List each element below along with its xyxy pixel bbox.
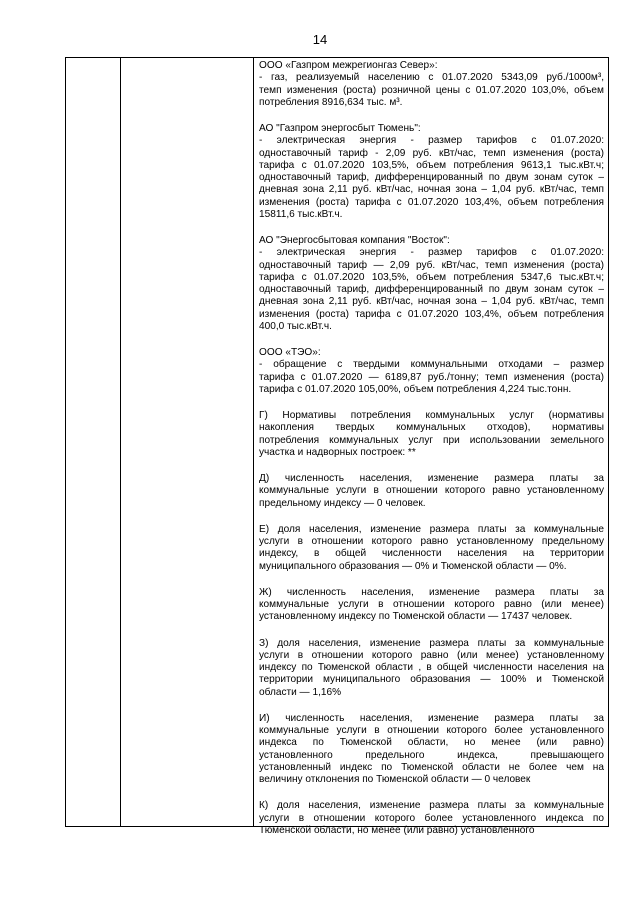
text-line: муниципального образования — 0% и Тюменской области — 0%. bbox=[259, 560, 567, 572]
document-table bbox=[65, 57, 609, 836]
paragraph bbox=[259, 235, 604, 333]
text-line: - газ, реализуемый населению с 01.07.2020 5343,09 руб./1000м³, bbox=[259, 72, 604, 84]
page-number: 14 bbox=[312, 32, 328, 47]
text-line: накопления твердых коммунальных отходов), нормативы bbox=[259, 422, 604, 434]
text-line: услуги в отношении которого равно (или менее) установленному bbox=[259, 649, 604, 661]
paragraph bbox=[259, 410, 604, 459]
text-line: тарифа с 01.07.2020 103,5%, объем потребления 5347,6 тыс.кВт.ч; bbox=[259, 271, 604, 283]
text-line: ООО «Газпром межрегионгаз Север»: bbox=[259, 60, 438, 71]
text-line: области — 1,16% bbox=[259, 686, 342, 698]
text-line: величину отклонения по Тюменской области — 0 человек bbox=[259, 774, 531, 785]
paragraph bbox=[259, 638, 604, 699]
text-line: коммунальные услуги в отношении которого более установленного bbox=[259, 725, 604, 736]
text-line: индекса по Тюменской области, но менее (или равно) bbox=[259, 737, 604, 749]
text-line: И) численность населения, изменение размера платы за bbox=[259, 712, 604, 724]
paragraph bbox=[259, 524, 604, 573]
text-line: Е) доля населения, изменение размера платы за коммунальные bbox=[259, 523, 604, 535]
paragraph bbox=[259, 587, 604, 624]
text-line: изменения (роста) тарифа с 01.07.2020 103,4%, объем потребления bbox=[259, 308, 604, 320]
text-line: одноставочный тариф — 2,09 руб. кВт/час, темп изменения (роста) bbox=[259, 259, 604, 271]
text-line: - обращение с твердыми коммунальными отходами – размер bbox=[259, 359, 604, 371]
text-line: дневная зона 2,11 руб. кВт/час, ночная зона – 1,04 руб. кВт/час, темп bbox=[259, 296, 604, 308]
text-line: К) доля населения, изменение размера платы за коммунальные bbox=[259, 800, 604, 812]
text-line: тарифа с 01.07.2020 103,5%, объем потребления 9613,1 тыс.кВт.ч; bbox=[259, 159, 604, 171]
text-line: услуги в отношении которого более установленного индекса по bbox=[259, 812, 604, 824]
text-line: - электрическая энергия - размер тарифов с 01.07.2020: bbox=[259, 135, 604, 147]
column-divider-1 bbox=[120, 58, 121, 826]
text-line: - электрическая энергия - размер тарифов с 01.07.2020: bbox=[259, 247, 604, 259]
text-line: территории муниципального образования — 100% и Тюменской bbox=[259, 674, 604, 686]
text-line: потребления 8916,634 тыс. м³. bbox=[259, 96, 403, 108]
text-line: Г) Нормативы потребления коммунальных услуг (нормативы bbox=[259, 410, 604, 421]
text-line: дневная зона 2,11 руб. кВт/час, ночная зона – 1,04 руб. кВт/час, темп bbox=[259, 184, 604, 196]
text-line: услуги в отношении которого равно установленному предельному bbox=[259, 536, 604, 547]
column-divider-2 bbox=[253, 58, 254, 826]
text-line: Д) численность населения, изменение размера платы за bbox=[259, 473, 604, 484]
paragraph bbox=[259, 60, 604, 109]
text-line: коммунальные услуги в отношении которого равно установленному bbox=[259, 485, 604, 497]
text-line: ООО «ТЭО»: bbox=[259, 347, 321, 358]
text-line: одноставочный тариф, дифференцированный по двум зонам суток – bbox=[259, 172, 604, 183]
text-line: установленному индексу по Тюменской области — 17437 человек. bbox=[259, 611, 573, 623]
paragraph bbox=[259, 713, 604, 787]
text-line: темп изменения (роста) розничной цены с 01.07.2020 103,0%, объем bbox=[259, 84, 604, 96]
paragraph bbox=[259, 473, 604, 510]
table-text-cell bbox=[259, 60, 604, 851]
text-line: индексу, в общей численности населения на территории bbox=[259, 548, 604, 560]
text-line: участка и надворных построек: ** bbox=[259, 446, 416, 458]
text-line: АО "Газпром энергосбыт Тюмень": bbox=[259, 123, 421, 134]
text-line: одноставочный тариф, дифференцированный по двум зонам суток – bbox=[259, 284, 604, 295]
text-line: З) доля населения, изменение размера платы за коммунальные bbox=[259, 637, 604, 649]
text-line: АО "Энергосбытовая компания "Восток": bbox=[259, 235, 450, 246]
text-line: 400,0 тыс.кВт.ч. bbox=[259, 320, 332, 332]
paragraph bbox=[259, 347, 604, 396]
paragraph bbox=[259, 123, 604, 221]
text-line: 15811,6 тыс.кВт.ч. bbox=[259, 208, 343, 220]
text-line: Тюменской области, но менее (или равно) установленного bbox=[259, 824, 535, 836]
text-line: потребления коммунальных услуг при использовании земельного bbox=[259, 434, 604, 446]
paragraph bbox=[259, 800, 604, 837]
text-line: коммунальные услуги в отношении которого равно (или менее) bbox=[259, 599, 604, 610]
text-line: установленного предельного индекса, превышающего bbox=[259, 749, 604, 761]
text-line: тарифа с 01.07.2020 105,00%, объем потребления 4,224 тыс.тонн. bbox=[259, 383, 572, 395]
text-line: установленный индекс по Тюменской области не более чем на bbox=[259, 761, 604, 773]
text-line: предельному индексу — 0 человек. bbox=[259, 497, 426, 509]
text-line: тарифа с 01.07.2020 — 6189,87 руб./тонну; темп изменения (роста) bbox=[259, 371, 604, 383]
text-line: одноставочный тариф - 2,09 руб. кВт/час, темп изменения (роста) bbox=[259, 147, 604, 159]
text-line: Ж) численность населения, изменение размера платы за bbox=[259, 586, 604, 598]
text-line: индексу по Тюменской области , в общей численности населения на bbox=[259, 662, 604, 673]
text-line: изменения (роста) тарифа с 01.07.2020 103,4%, объем потребления bbox=[259, 196, 604, 208]
